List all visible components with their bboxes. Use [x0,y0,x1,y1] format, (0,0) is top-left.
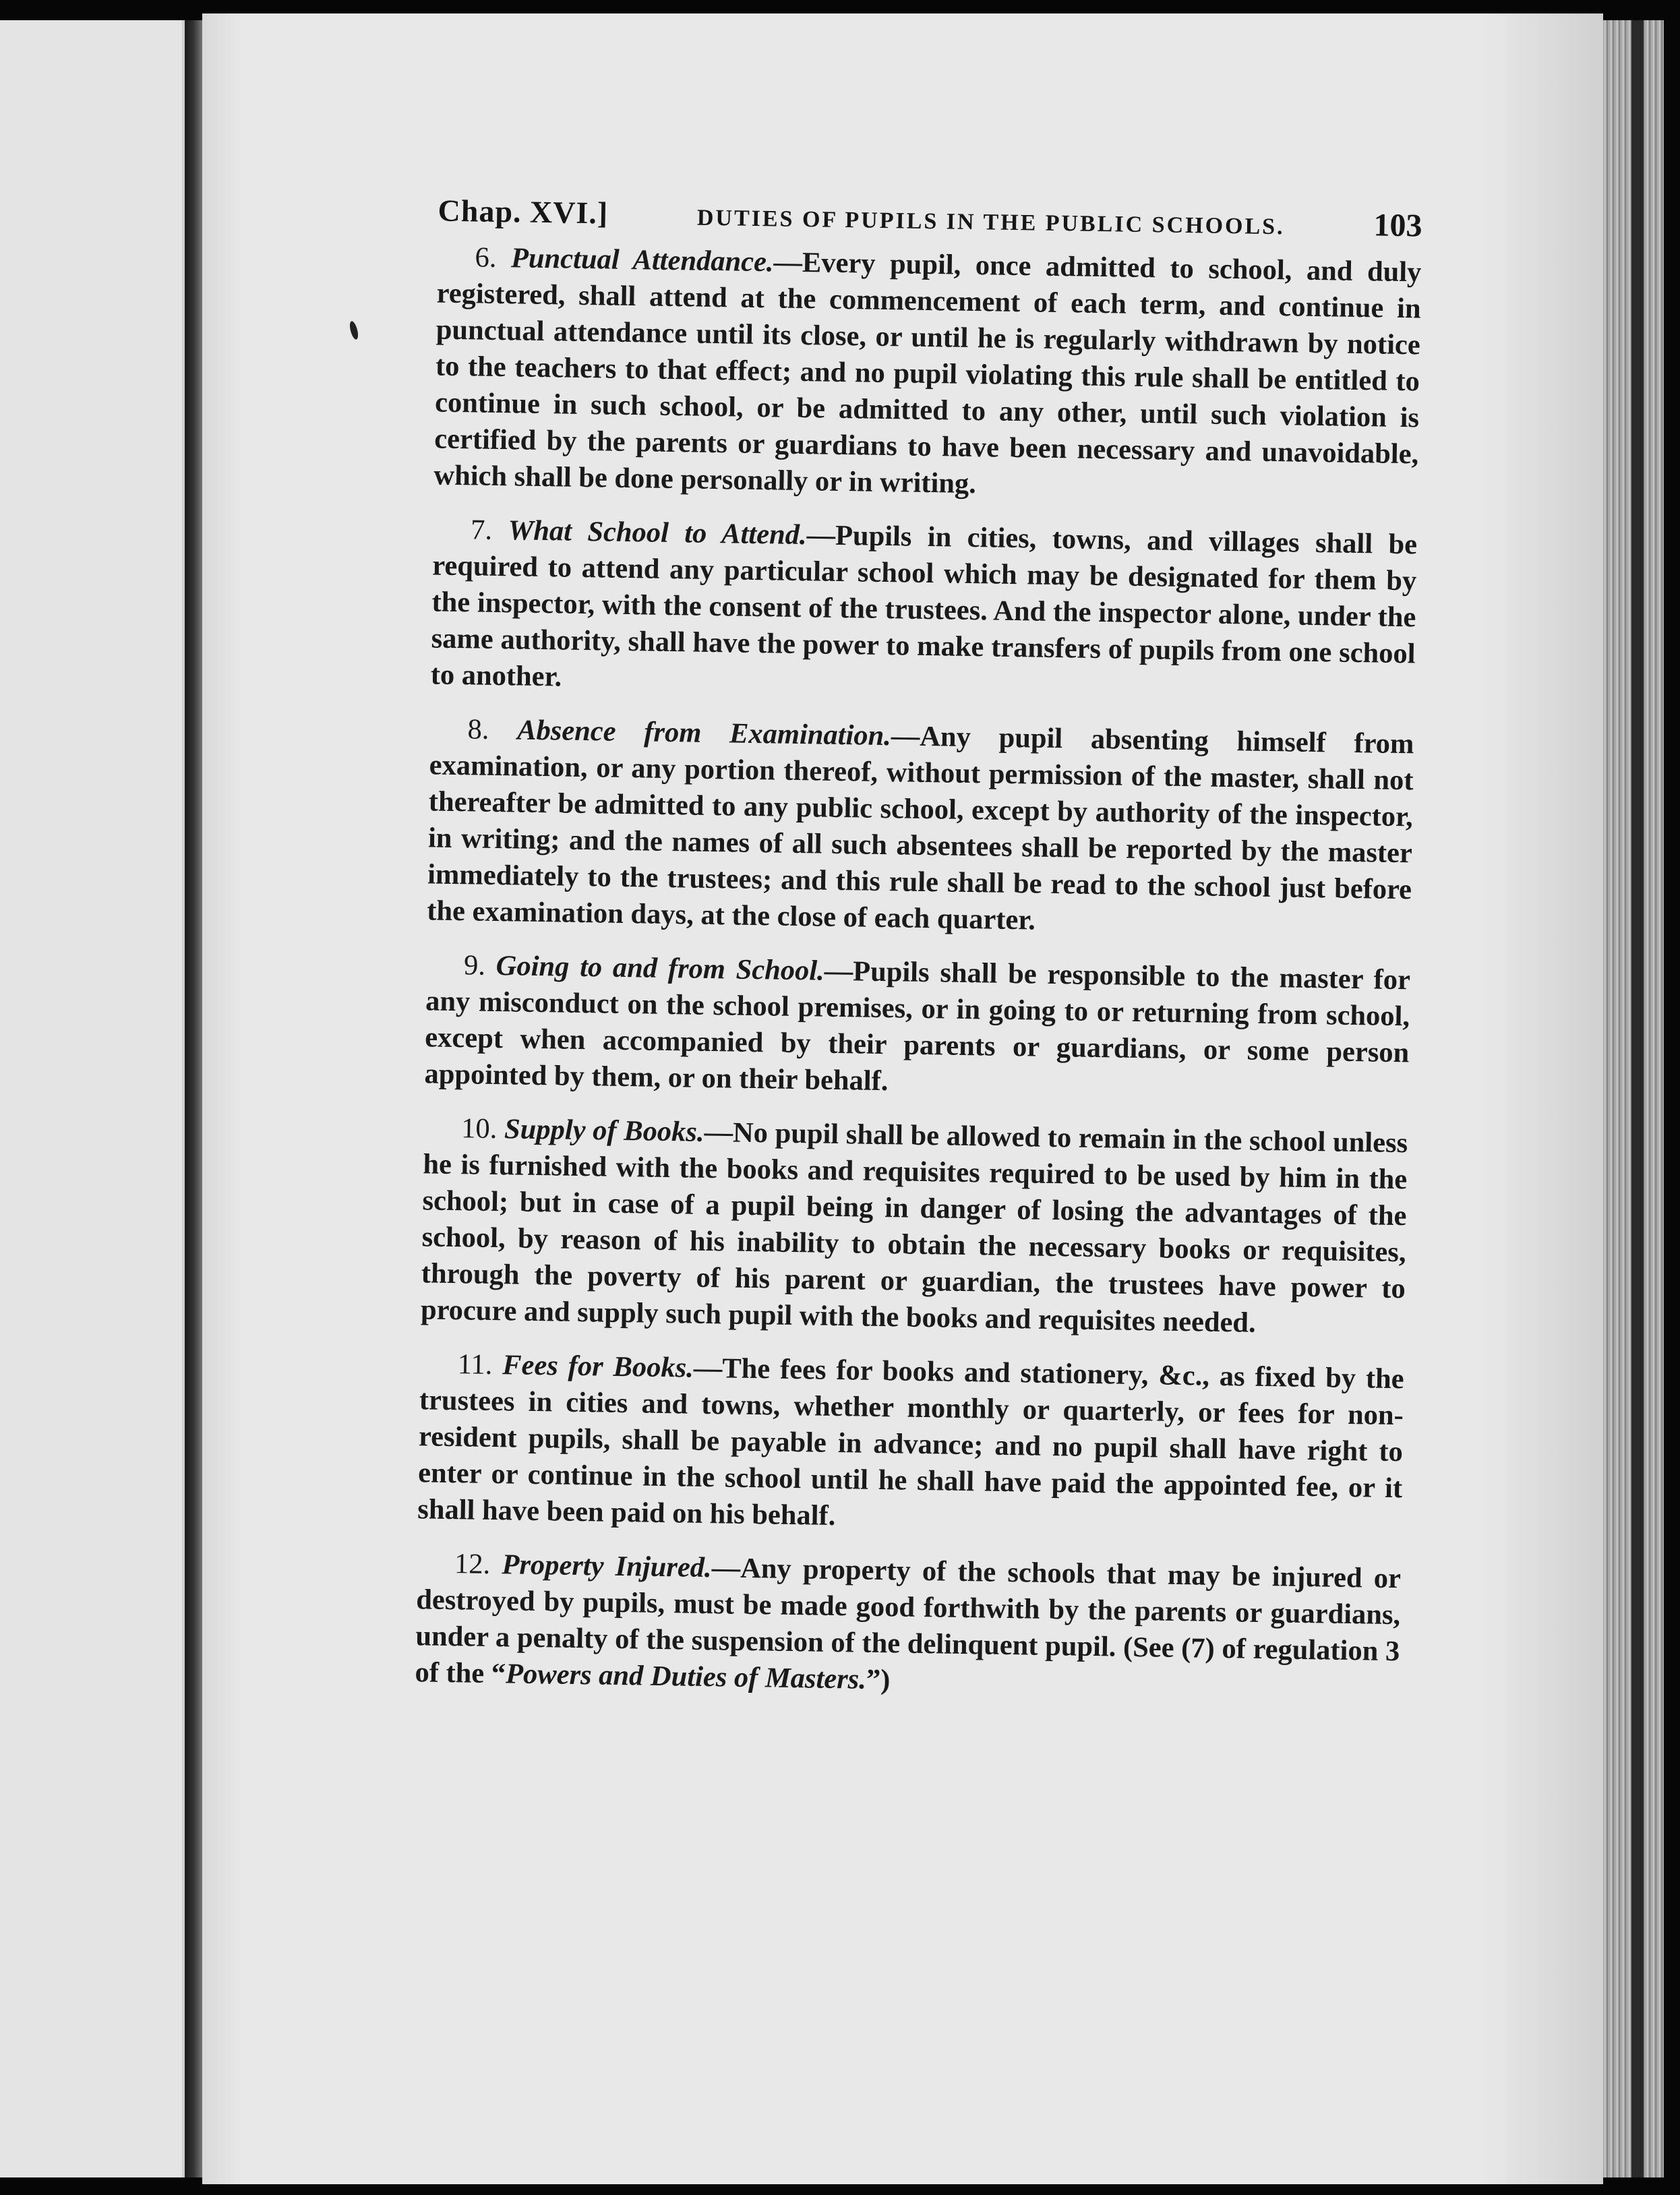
paragraph-body: —Any pupil absenting himself from examination, or any portion thereof, without permission of the master, shall not thereafter be admitted to any public school, except by authority of the inspector, in writing; and the names of all such absentees shall be reported by the master immediately to the trustees; and this rule shall be read to the school just before the examination days, at the close of each quarter. [426,720,1414,936]
paragraph-title: Property Injured. [502,1548,713,1584]
paragraph-title: Absence from Examination. [516,714,892,752]
left-page [0,20,185,2177]
paragraph-body-end: ”) [866,1663,891,1696]
paragraph-number: 9. [463,949,486,982]
paragraph-number: 12. [454,1548,491,1580]
paragraph-8 [427,711,1414,944]
paragraph-9 [424,946,1410,1108]
page-number: 103 [1373,207,1422,244]
paragraph-body: —Pupils in cities, towns, and villages shall be required to attend any particular school which may be designated for them by the inspector, with the consent of the trustees. And the inspector alone, under the same authority, shall have the power to make transfers of pupils from one school to another. [430,519,1418,693]
paragraph-title: Going to and from School. [496,950,825,987]
paragraph-title: Punctual Attendance. [510,242,774,278]
paragraph-title: Supply of Books. [504,1113,704,1148]
paragraph-title: What School to Attend. [508,514,807,551]
paragraph-number: 8. [467,713,489,746]
paragraph-number: 6. [475,241,497,274]
paragraph-number: 7. [470,514,493,546]
paragraph-number: 11. [457,1348,493,1381]
book-gutter [185,20,202,2177]
paragraph-title: Fees for Books. [502,1349,694,1384]
running-title: DUTIES OF PUPILS IN THE PUBLIC SCHOOLS. [696,205,1285,240]
paragraph-body: —No pupil shall be allowed to remain in the school unless he is furnished with the books and requisites required to be used by him in the school; but in case of a pupil being in danger of losing the advantages of the school, by reason of his inability to obtain the necessary books or requisites, through the poverty of his parent or guardian, the trustees have power to procure and supply such pupil with the books and requisites needed. [420,1116,1408,1339]
paragraph-body: —Pupils shall be responsible to the master for any misconduct on the school premises, or in going to or returning from school, except when accompanied by their parents or guardians, or some person appointed by them, or on their behalf. [424,955,1411,1098]
regulation-reference: Powers and Duties of Masters. [505,1658,867,1695]
paragraph-body: —The fees for books and stationery, &c., as fixed by the trustees in cities and towns, whether monthly or quarterly, or fees for non-resident pupils, shall be payable in advance; and no pupil shall have right to enter or continue in the school until he shall have paid the appointed fee, or it shall have been paid on his behalf. [417,1352,1404,1532]
paragraph-7 [430,511,1417,709]
paragraph-body: —Every pupil, once admitted to school, and duly registered, shall attend at the commencement of each term, and continue in punctual attendance until its close, or until he is regularly withdrawn by notice to the teachers to that effect; and no pupil violating this rule shall be entitled to continue in such school, or be admitted to any other, until such violation is certified by the parents or guardians to have been necessary and unavoidable, which shall be done personally or in writing. [433,246,1422,500]
chapter-label: Chap. XVI.] [438,193,609,231]
page-text-block [415,192,1422,1724]
paragraph-11 [417,1346,1404,1543]
paragraph-number: 10. [460,1112,498,1145]
paragraph-10 [421,1110,1408,1344]
page-edge-shadow [1631,20,1644,2177]
paragraph-12 [415,1545,1401,1706]
paragraph-body: —Any property of the schools that may be injured or destroyed by pupils, must be made good forthwith by the parents or guardians, under a penalty of the suspension of the delinquent pupil. (See (7) of regulation 3 of the “ [415,1552,1402,1690]
paragraph-6 [433,239,1422,510]
